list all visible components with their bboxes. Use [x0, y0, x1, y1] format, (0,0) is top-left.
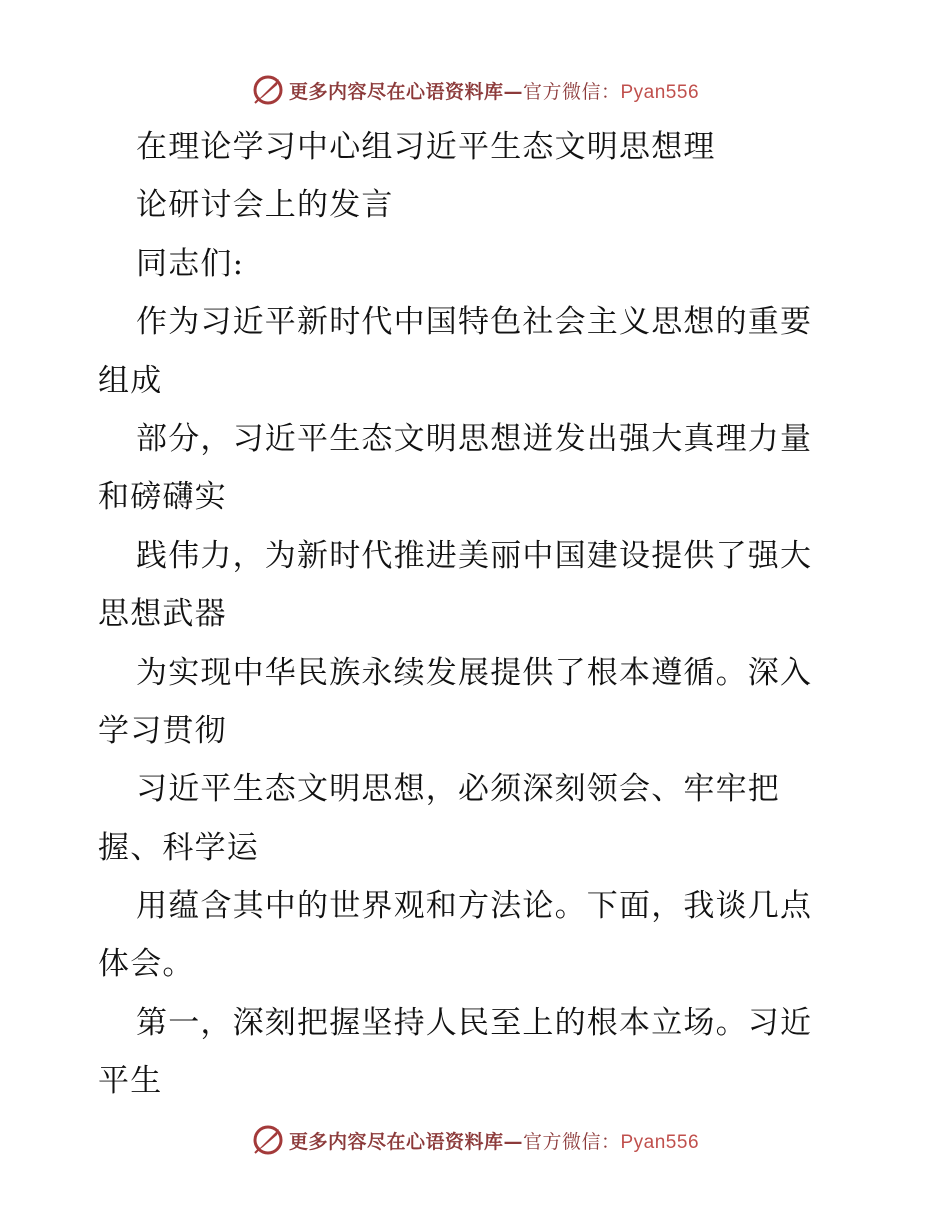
quill-pen-logo-icon — [251, 1123, 285, 1157]
paragraph-line: 作为习近平新时代中国特色社会主义思想的重要 — [136, 304, 813, 341]
paragraph-line: 学习贯彻 — [98, 712, 227, 749]
salutation-line: 同志们: — [136, 245, 245, 282]
paragraph-line: 平生 — [98, 1063, 163, 1100]
watermark-dash: — — [503, 1130, 523, 1153]
title-line-1: 在理论学习中心组习近平生态文明思想理 — [136, 129, 716, 165]
paragraph-line: 体会。 — [98, 946, 195, 983]
watermark-wechat-label: 官方微信： — [522, 80, 621, 103]
header-watermark — [0, 70, 950, 110]
paragraph-line: 习近平生态文明思想，必须深刻领会、牢牢把 — [136, 771, 780, 808]
paragraph-line: 思想武器 — [98, 596, 227, 633]
footer-watermark — [0, 1120, 950, 1160]
watermark-brand: 更多内容尽在心语资料库 — [288, 80, 504, 103]
paragraph-line: 为实现中华民族永续发展提供了根本遵循。深入 — [136, 654, 813, 691]
paragraph-line: 组成 — [98, 362, 163, 399]
paragraph-line: 部分，习近平生态文明思想迸发出强大真理力量 — [136, 420, 813, 457]
paragraph-line: 用蕴含其中的世界观和方法论。下面，我谈几点 — [136, 888, 813, 925]
paragraph-line: 第一，深刻把握坚持人民至上的根本立场。习近 — [136, 1004, 813, 1041]
watermark-dash: — — [503, 80, 523, 103]
title-line-2: 论研讨会上的发言 — [136, 187, 394, 224]
document-body — [98, 118, 858, 1111]
watermark-wechat-id: Pyan556 — [620, 1131, 700, 1153]
paragraph-line: 和磅礴实 — [98, 479, 227, 516]
paragraph-line: 握、科学运 — [98, 829, 259, 866]
watermark-wechat-label: 官方微信： — [522, 1130, 621, 1153]
watermark-text — [289, 77, 699, 104]
watermark-wechat-id: Pyan556 — [620, 81, 700, 103]
watermark-text — [289, 1127, 699, 1154]
watermark-brand: 更多内容尽在心语资料库 — [288, 1130, 504, 1153]
paragraph-line: 践伟力，为新时代推进美丽中国建设提供了强大 — [136, 537, 813, 574]
quill-pen-logo-icon — [251, 73, 285, 107]
